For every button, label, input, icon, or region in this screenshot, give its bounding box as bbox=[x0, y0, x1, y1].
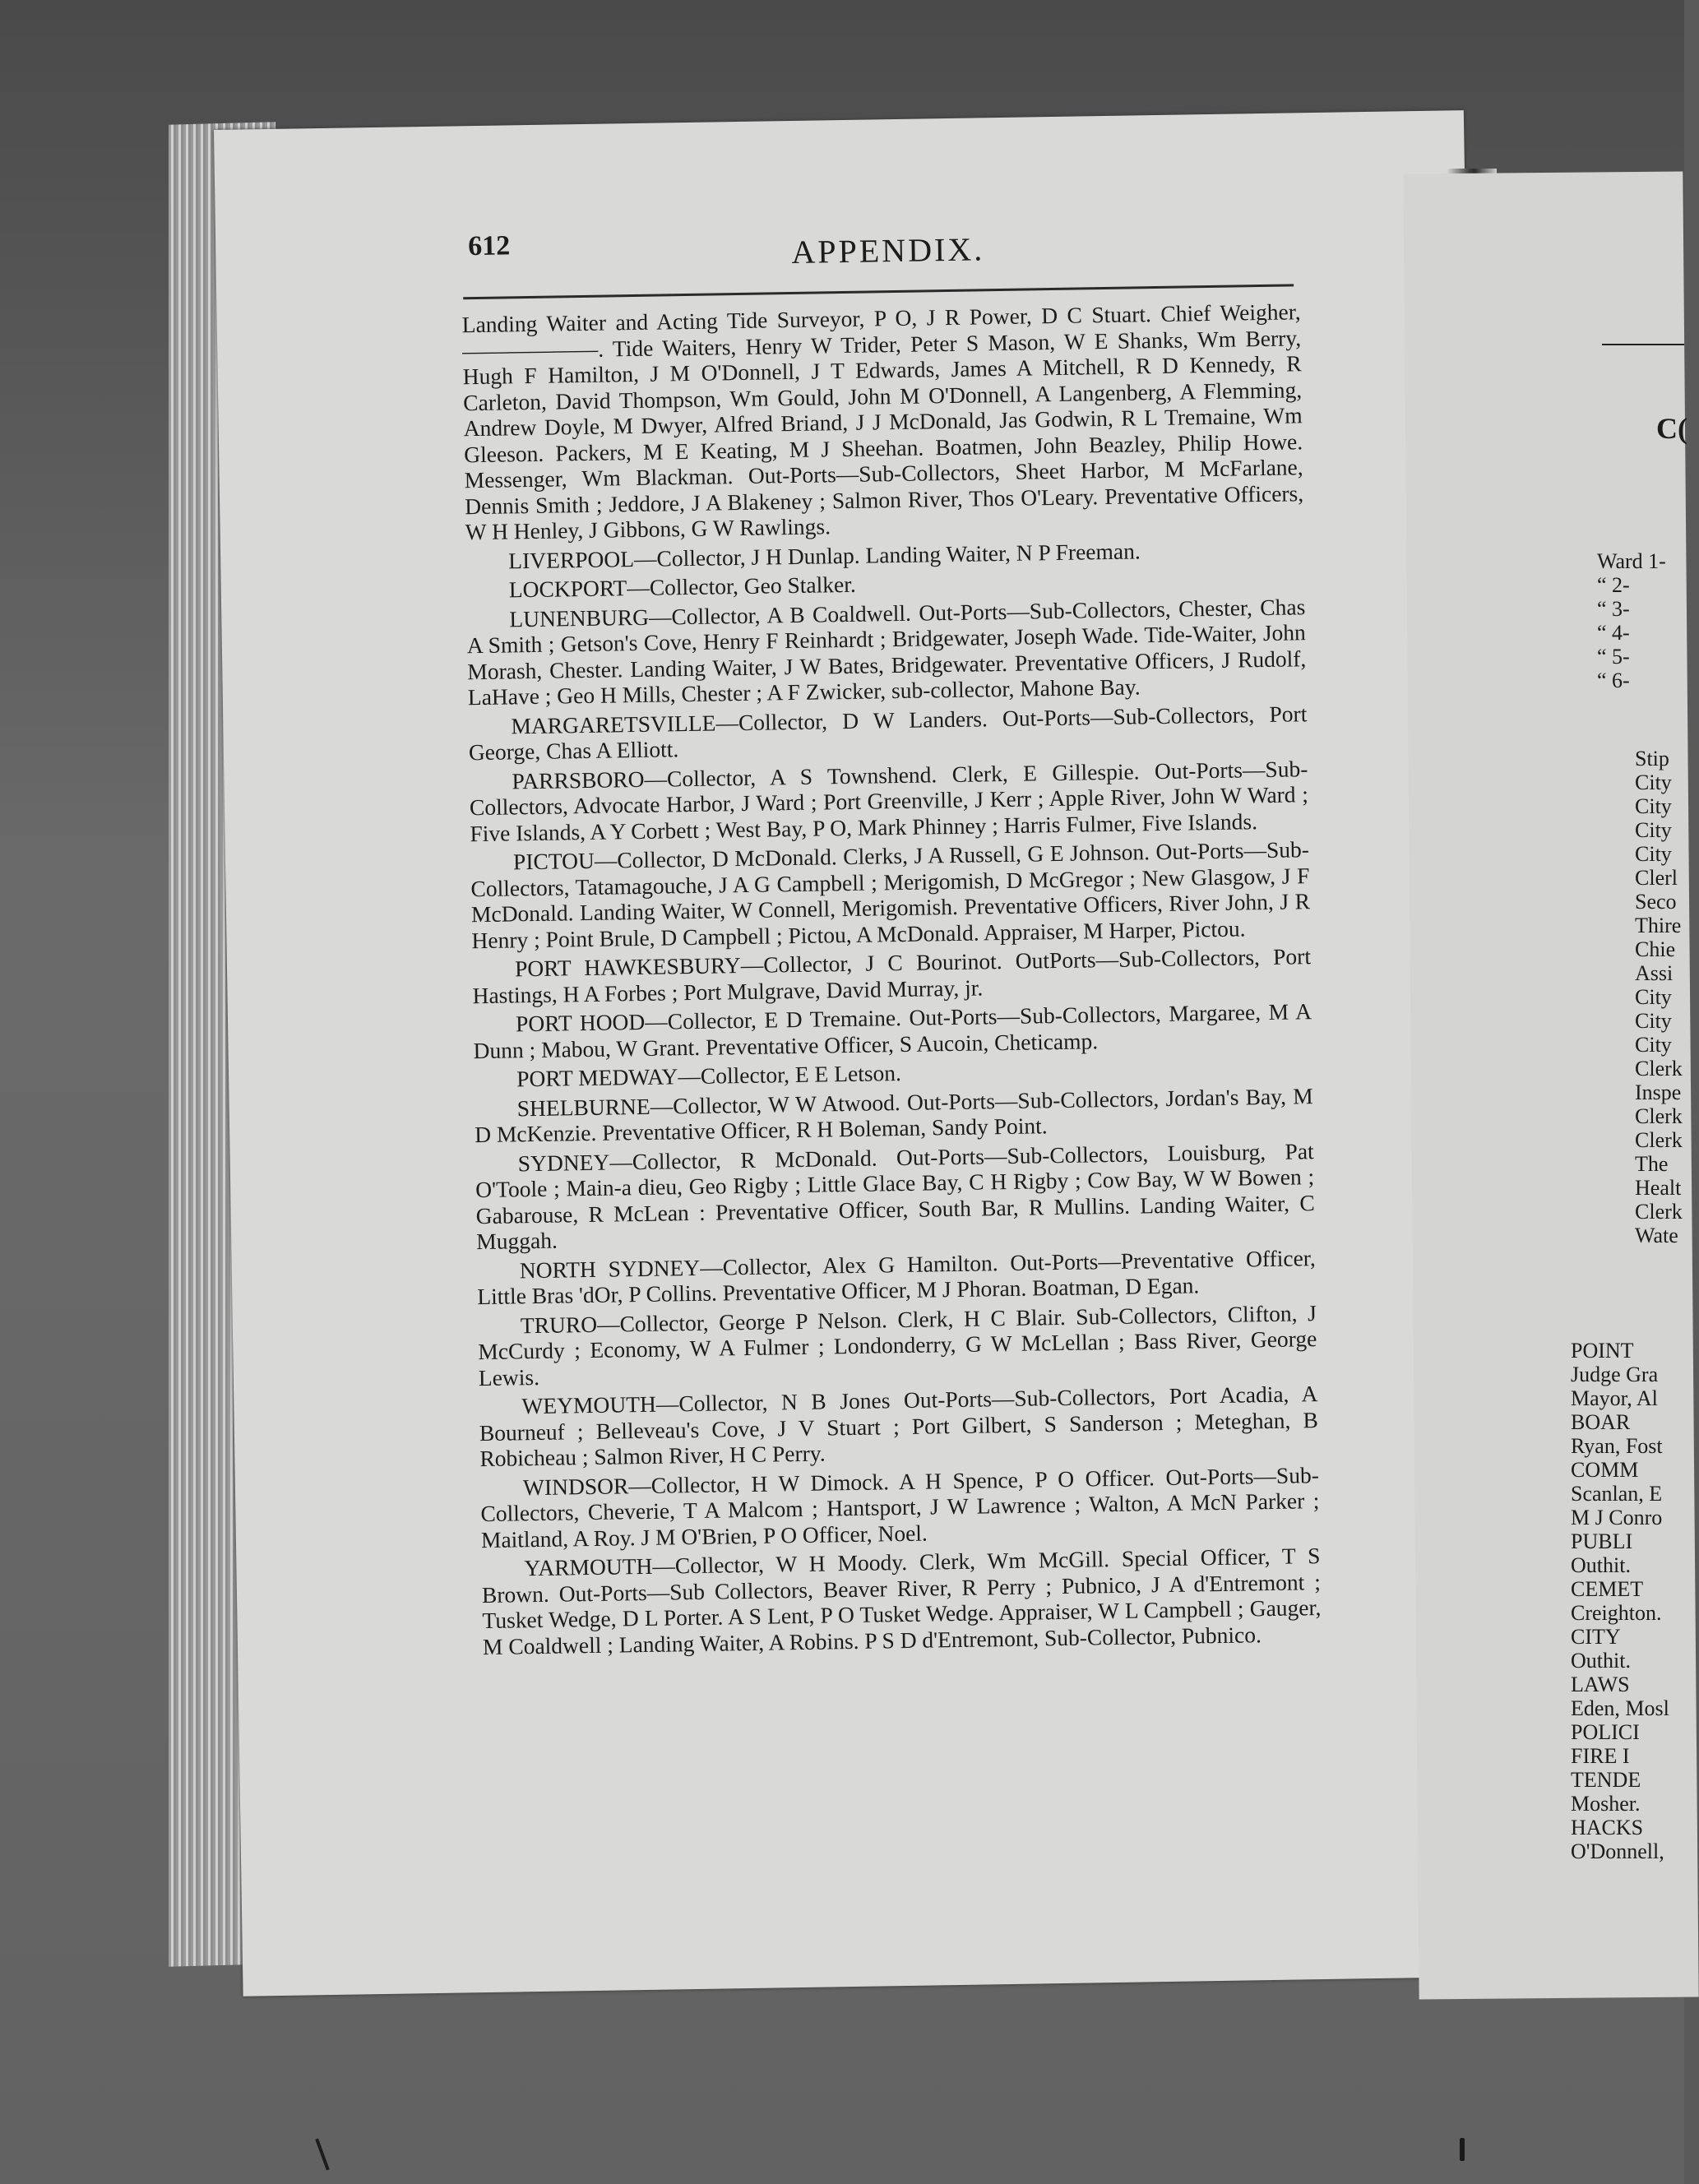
list-line: O'Donnell, bbox=[1571, 1839, 1664, 1863]
list-line: COMM bbox=[1571, 1458, 1639, 1482]
list-line: Ryan, Fost bbox=[1571, 1434, 1663, 1458]
list-line: City bbox=[1635, 794, 1672, 818]
ward-line: “ 2- bbox=[1597, 573, 1630, 597]
list-line: Outhit. bbox=[1571, 1553, 1631, 1577]
list-line: CEMET bbox=[1571, 1577, 1644, 1601]
list-line: City bbox=[1635, 985, 1672, 1009]
list-line: Clerk bbox=[1635, 1128, 1683, 1152]
paragraph: WEYMOUTH—Collector, N B Jones Out-Ports—Sub-Collectors, Port Acadia, A Bourneuf ; Belleveau's Cove, J V Stuart ; Port Gilbert, S Sanderson ; Meteghan, B Robicheau ; Salmon River, H C Perry. bbox=[479, 1381, 1319, 1472]
ward-line: “ 3- bbox=[1597, 597, 1630, 621]
paragraph: PARRSBORO—Collector, A S Townshend. Clerk, E Gillespie. Out-Ports—Sub-Collectors, Advocate Harbor, J Ward ; Port Greenville, J Kerr ; Apple River, John W Ward ; Five Islands, A Y Corbett ; West Bay, P O, Mark Phinney ; Harris Fulmer, Five Islands. bbox=[469, 755, 1309, 846]
list-line: Creighton. bbox=[1571, 1601, 1662, 1625]
paragraph: MARGARETSVILLE—Collector, D W Landers. Out-Ports—Sub-Collectors, Port George, Chas A Elliott. bbox=[468, 700, 1308, 766]
paragraph: SYDNEY—Collector, R McDonald. Out-Ports—Sub-Collectors, Louisburg, Pat O'Toole ; Main-a dieu, Geo Rigby ; Little Glace Bay, C H Rigby ; Cow Bay, W W Bowen ; Gabarouse, R McLean : Preventative Officer, South Bar, R Mullins. Landing Waiter, C Muggah. bbox=[475, 1137, 1315, 1255]
paragraph: LOCKPORT—Collector, Geo Stalker. bbox=[508, 571, 856, 603]
list-line: Outhit. bbox=[1571, 1649, 1631, 1673]
list-line: FIRE I bbox=[1571, 1744, 1630, 1768]
list-line: Stip bbox=[1635, 747, 1669, 770]
ward-line: “ 5- bbox=[1597, 645, 1630, 669]
list-line: City bbox=[1635, 1033, 1672, 1057]
list-line: Eden, Mosl bbox=[1571, 1696, 1669, 1720]
official-list bbox=[1635, 747, 1683, 1247]
list-line: Mosher. bbox=[1571, 1792, 1641, 1816]
paragraph: PICTOU—Collector, D McDonald. Clerks, J A Russell, G E Johnson. Out-Ports—Sub-Collectors, Tatamagouche, J A G Campbell ; Merigomish, D McGregor ; New Glasgow, J F McDonald. Landing Waiter, W Connell, Merigomish. Preventative Officers, River John, J R Henry ; Point Brule, D Campbell ; Pictou, A McDonald. Appraiser, M Harper, Pictou. bbox=[470, 836, 1311, 953]
paragraph: TRURO—Collector, George P Nelson. Clerk, H C Blair. Sub-Collectors, Clifton, J McCurdy ; Economy, W A Fulmer ; Londonderry, G W McLellan ; Bass River, George Lewis. bbox=[478, 1299, 1317, 1390]
committee-list bbox=[1571, 1339, 1669, 1863]
paragraph: PORT HOOD—Collector, E D Tremaine. Out-Ports—Sub-Collectors, Margaree, M A Dunn ; Mabou, W Grant. Preventative Officer, S Aucoin, Cheticamp. bbox=[473, 998, 1312, 1063]
list-line: City bbox=[1635, 842, 1672, 866]
paragraph: YARMOUTH—Collector, W H Moody. Clerk, Wm McGill. Special Officer, T S Brown. Out-Ports—Sub Collectors, Beaver River, R Perry ; Pubnico, J A d'Entremont ; Tusket Wedge, D L Porter. A S Lent, P O Tusket Wedge. Appraiser, W L Campbell ; Gauger, M Coaldwell ; Landing Waiter, A Robins. P S D d'Entremont, Sub-Collector, Pubnico. bbox=[481, 1543, 1322, 1659]
list-line: Judge Gra bbox=[1571, 1363, 1659, 1386]
list-line: Mayor, Al bbox=[1571, 1386, 1658, 1410]
list-line: Chie bbox=[1635, 937, 1676, 961]
list-line: City bbox=[1635, 818, 1672, 842]
list-line: PUBLI bbox=[1571, 1529, 1633, 1553]
list-line: Clerk bbox=[1635, 1104, 1683, 1128]
ward-line: Ward 1- bbox=[1597, 549, 1666, 573]
list-line: City bbox=[1635, 1009, 1672, 1033]
list-line: POLICI bbox=[1571, 1720, 1640, 1744]
right-header-rule bbox=[1602, 344, 1684, 345]
ward-line: “ 4- bbox=[1597, 621, 1630, 645]
paragraph: LUNENBURG—Collector, A B Coaldwell. Out-Ports—Sub-Collectors, Chester, Chas A Smith ; Getson's Cove, Henry F Reinhardt ; Bridgewater, Joseph Wade. Tide-Waiter, John Morash, Chester. Landing Waiter, J W Bates, Bridgewater. Preventative Officers, J Rudolf, LaHave ; Geo H Mills, Chester ; A F Zwicker, sub-collector, Mahone Bay. bbox=[466, 593, 1307, 710]
list-line: Assi bbox=[1635, 961, 1674, 985]
list-line: Wate bbox=[1635, 1224, 1678, 1247]
ward-list bbox=[1597, 549, 1666, 692]
left-page bbox=[214, 110, 1493, 1997]
page-number: 612 bbox=[467, 230, 511, 262]
list-line: TENDE bbox=[1571, 1768, 1641, 1792]
right-page-heading: C( bbox=[1656, 412, 1687, 445]
list-line: The bbox=[1635, 1152, 1669, 1176]
paragraph: Landing Waiter and Acting Tide Surveyor, P O, J R Power, D C Stuart. Chief Weigher,——————. Tide Waiters, Henry W Trider, Peter S Mason, W E Shanks, Wm Berry, Hugh F Hamilton, J M O'Donnell, J T Edwards, James A Mitchell, R D Kennedy, R Carleton, David Thompson, Wm Gould, John M O'Donnell, A Langenberg, A Flemming, Andrew Doyle, M Dwyer, Alfred Briand, J J McDonald, Jas Godwin, R L Tremaine, Wm Gleeson. Packers, M E Keating, M J Sheehan. Boatmen, John Beazley, Philip Howe. Messenger, Wm Blackman. Out-Ports—Sub-Collectors, Sheet Harbor, M McFarlane, Dennis Smith ; Jeddore, J A Blakeney ; Salmon River, Thos O'Leary. Preventative Officers, W H Henley, J Gibbons, G W Rawlings. bbox=[461, 298, 1304, 545]
paragraph: NORTH SYDNEY—Collector, Alex G Hamilton. Out-Ports—Preventative Officer, Little Bras 'dOr, P Collins. Preventative Officer, M J Phoran. Boatman, D Egan. bbox=[477, 1244, 1316, 1310]
body-text bbox=[462, 298, 1322, 1659]
paragraph: LIVERPOOL—Collector, J H Dunlap. Landing Waiter, N P Freeman. bbox=[508, 537, 1141, 573]
list-line: HACKS bbox=[1571, 1816, 1644, 1839]
ward-line: “ 6- bbox=[1597, 669, 1630, 692]
list-line: BOAR bbox=[1571, 1410, 1631, 1434]
paragraph: SHELBURNE—Collector, W W Atwood. Out-Ports—Sub-Collectors, Jordan's Bay, M D McKenzie. Preventative Officer, R H Boleman, Sandy Point. bbox=[474, 1082, 1313, 1148]
list-line: Scanlan, E bbox=[1571, 1482, 1663, 1506]
list-line: Inspe bbox=[1635, 1080, 1682, 1104]
list-line: Seco bbox=[1635, 890, 1677, 914]
list-line: Clerl bbox=[1635, 866, 1678, 890]
list-line: Thire bbox=[1635, 914, 1682, 937]
list-line: City bbox=[1635, 770, 1672, 794]
list-line: CITY bbox=[1571, 1625, 1621, 1649]
paragraph: PORT HAWKESBURY—Collector, J C Bourinot. OutPorts—Sub-Collectors, Port Hastings, H A Forbes ; Port Mulgrave, David Murray, jr. bbox=[472, 943, 1312, 1008]
list-line: Clerk bbox=[1635, 1200, 1683, 1224]
running-head: APPENDIX. bbox=[791, 230, 985, 271]
list-line: M J Conro bbox=[1571, 1506, 1663, 1529]
list-line: LAWS bbox=[1571, 1673, 1630, 1696]
paragraph: PORT MEDWAY—Collector, E E Letson. bbox=[516, 1060, 902, 1092]
list-line: POINT bbox=[1571, 1339, 1634, 1363]
header-rule bbox=[463, 284, 1294, 299]
paragraph: WINDSOR—Collector, H W Dimock. A H Spence, P O Officer. Out-Ports—Sub-Collectors, Cheverie, T A Malcom ; Hantsport, J W Lawrence ; Walton, A McN Parker ; Maitland, A Roy. J M O'Brien, P O Officer, Noel. bbox=[480, 1461, 1320, 1552]
list-line: Clerk bbox=[1635, 1057, 1683, 1080]
scan-mark bbox=[1460, 2138, 1465, 2161]
list-line: Healt bbox=[1635, 1176, 1682, 1200]
